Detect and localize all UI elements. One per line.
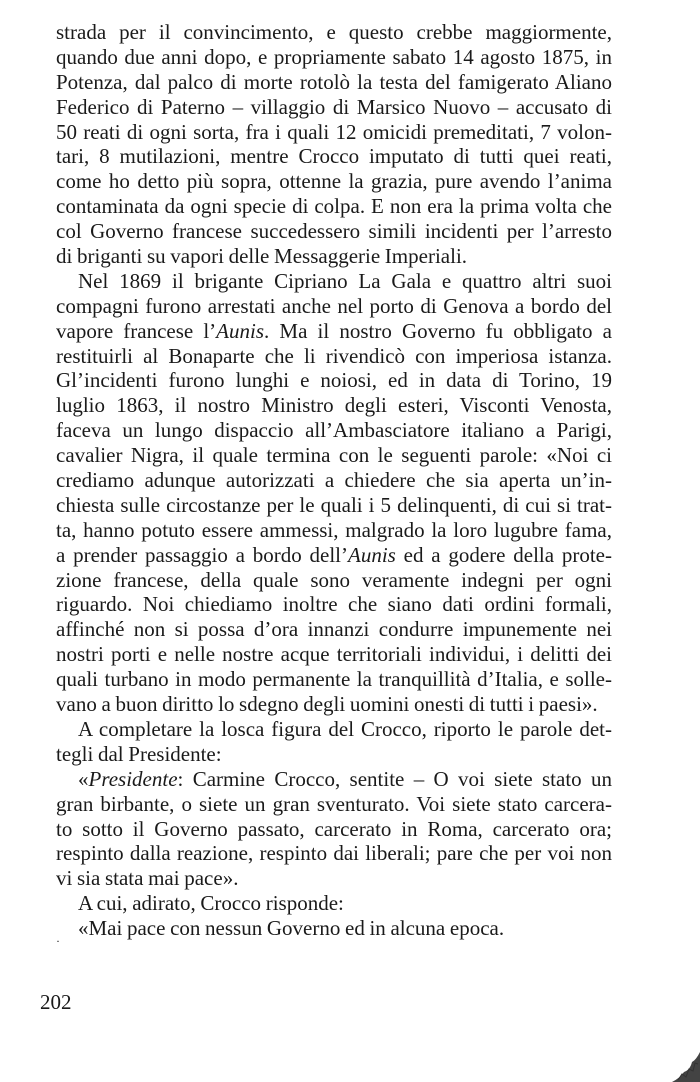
paragraph-crocco-reply [56, 916, 612, 941]
text-line: ta, hanno potuto essere ammessi, malgrado la loro lugubre fama, [56, 517, 612, 542]
text-line: Gl’incidenti furono lunghi e noiosi, ed in data di Torino, 19 [56, 368, 612, 393]
text-line: compagni furono arrestati anche nel porto di Genova a bordo del [56, 293, 612, 318]
text-line: crediamo adunque autorizzati a chiedere che sia aperta un’in- [56, 468, 612, 493]
text-line: cavalier Nigra, il quale termina con le seguenti parole: «Noi ci [56, 443, 612, 468]
paragraph-president-quote [56, 767, 612, 891]
italic-speaker-name: Presidente [88, 766, 178, 791]
page-number: 202 [40, 990, 72, 1014]
paragraph-crocco-reply-intro [56, 891, 612, 916]
text-line: vano a buon diritto lo sdegno degli uomini onesti di tutti i paesi». [56, 692, 598, 717]
text-line: nostri porti e nelle nostre acque territoriali individui, i delitti dei [56, 642, 612, 667]
text-line: quali turbano in modo permanente la tranquillità d’Italia, e solle- [56, 667, 612, 692]
text-line: 50 reati di ogni sorta, fra i quali 12 omicidi premeditati, 7 volon- [56, 119, 612, 144]
text-line: contaminata da ogni specie di colpa. E non era la prima volta che [56, 194, 612, 219]
text-line: quando due anni dopo, e propriamente sabato 14 agosto 1875, in [56, 44, 612, 69]
text-line: di briganti su vapori delle Messaggerie Imperiali. [56, 244, 468, 269]
text-line: restituirli al Bonaparte che li rivendicò con imperiosa istanza. [56, 343, 612, 368]
text-line: come ho detto più sopra, ottenne la grazia, pure avendo l’anima [56, 169, 612, 194]
text-line: zione francese, della quale sono veramente indegni per ogni [56, 567, 612, 592]
paragraph-la-gala-arrest [56, 269, 612, 717]
text-line: gran birbante, o siete un gran sventurato. Voi siete stato carcera- [56, 791, 612, 816]
text-line: respinto dalla reazione, respinto dai liberali; pare che per voi non [56, 841, 612, 866]
text-line: luglio 1863, il nostro Ministro degli esteri, Visconti Venosta, [56, 393, 612, 418]
text-line: Nel 1869 il brigante Cipriano La Gala e quattro altri suoi [78, 268, 612, 293]
stray-dot-mark: · [56, 934, 60, 948]
text-line: affinché non si possa d’ora innanzi condurre impunemente nei [56, 617, 612, 642]
italic-ship-name: Aunis [216, 318, 265, 343]
text-line: A cui, adirato, Crocco risponde: [78, 891, 344, 916]
text-line: Federico di Paterno – villaggio di Marsico Nuovo – accusato di [56, 94, 612, 119]
text-line: col Governo francese succedessero simili incidenti per l’arresto [56, 219, 612, 244]
text-line: Potenza, dal palco di morte rotolò la testa del famigerato Aliano [56, 69, 612, 94]
text-line: «Presidente: Carmine Crocco, sentite – O voi siete stato un [78, 766, 612, 791]
text-line: «Mai pace con nessun Governo ed in alcuna epoca. [78, 916, 505, 941]
text-line: vapore francese l’Aunis. Ma il nostro Governo fu obbligato a [56, 318, 612, 343]
italic-ship-name: Aunis [348, 542, 396, 567]
text-line: riguardo. Noi chiediamo inoltre che siano dati ordini formali, [56, 592, 612, 617]
text-line: a prender passaggio a bordo dell’Aunis ed a godere della prote- [56, 542, 612, 567]
page-corner-smudge [672, 1052, 700, 1082]
text-line: faceva un lungo dispaccio all’Ambasciatore italiano a Parigi, [56, 418, 612, 443]
text-line: chiesta sulle circostanze per le quali i 5 delinquenti, di cui si trat- [56, 492, 612, 517]
text-line: to sotto il Governo passato, carcerato in Roma, carcerato ora; [56, 816, 612, 841]
text-line: A completare la losca figura del Crocco, riporto le parole det- [78, 716, 612, 741]
paragraph-execution-aliano [56, 20, 612, 269]
page-body [56, 20, 612, 941]
text-line: tegli dal Presidente: [56, 741, 222, 766]
text-line: strada per il convincimento, e questo crebbe maggiormente, [56, 20, 612, 44]
text-line: tari, 8 mutilazioni, mentre Crocco imputato di tutti quei reati, [56, 144, 612, 169]
paragraph-crocco-figure [56, 717, 612, 767]
text-line: vi sia stata mai pace». [56, 866, 239, 891]
